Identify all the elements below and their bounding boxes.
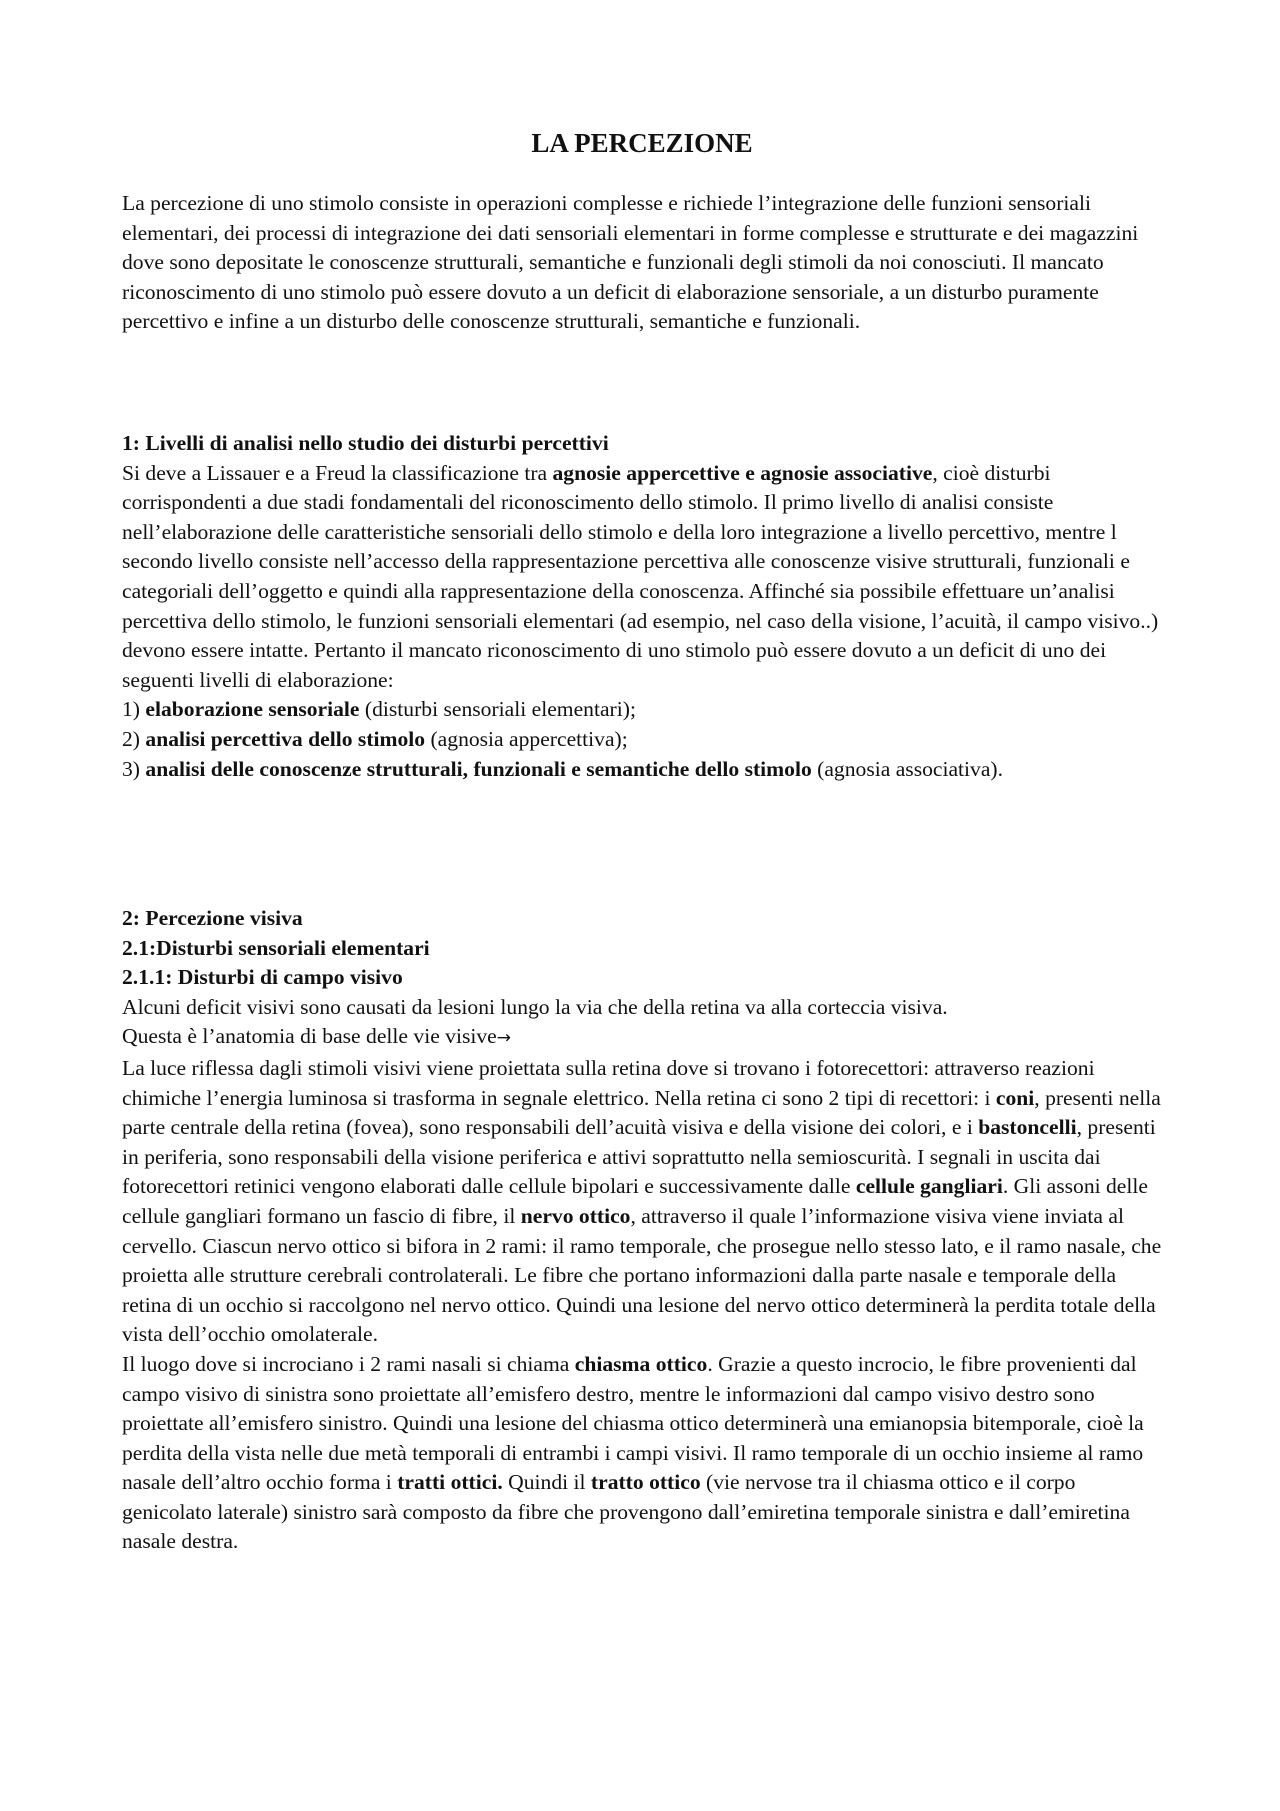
paragraph: Il luogo dove si incrociano i 2 rami nasali si chiama chiasma ottico. Grazie a questo incrocio, le fibre provenienti dal campo visivo di sinistra sono proiettate all’emisfero destro, mentre le informazioni dal campo visivo destro sono proiettate all’emisfero sinistro. Quindi una lesione del chiasma ottico determinerà una emianopsia bitemporale, cioè la perdita della vista nelle due metà temporali di entrambi i campi visivi. Il ramo temporale di un occhio insieme al ramo nasale dell’altro occhio forma i tratti ottici. Quindi il tratto ottico (vie nervose tra il chiasma ottico e il corpo genicolato laterale) sinistro sarà composto da fibre che provengono dall’emiretina temporale sinistra e dall’emiretina nasale destra. bbox=[122, 1351, 1144, 1554]
paragraph: La luce riflessa dagli stimoli visivi viene proiettata sulla retina dove si trovano i fotorecettori: attraverso reazioni chimiche l’energia luminosa si trasforma in segnale elettrico. Nella retina ci sono 2 tipi di recettori: i coni, presenti nella parte centrale della retina (fovea), sono responsabili dell’acuità visiva e della visione dei colori, e i bastoncelli, presenti in periferia, sono responsabili della visione periferica e attivi soprattutto nella semioscurità. I segnali in uscita dai fotorecettori retinici vengono elaborati dalle cellule bipolari e successivamente dalle cellule gangliari. Gli assoni delle cellule gangliari formano un fascio di fibre, il nervo ottico, attraverso il quale l’informazione visiva viene inviata al cervello. Ciascun nervo ottico si bifora in 2 rami: il ramo temporale, che prosegue nello stesso lato, e il ramo nasale, che proietta alle strutture cerebrali controlaterali. Le fibre che portano informazioni dalla parte nasale e temporale della retina di un occhio si raccolgono nel nervo ottico. Quindi una lesione del nervo ottico determinerà la perdita totale della vista dell’occhio omolaterale. bbox=[122, 1055, 1162, 1347]
paragraph: Questa è l’anatomia di base delle vie visive→ bbox=[122, 1024, 512, 1049]
section-1-heading: 1: Livelli di analisi nello studio dei disturbi percettivi bbox=[122, 431, 609, 455]
section-2 bbox=[122, 904, 1162, 1557]
arrow-right-icon: → bbox=[496, 1028, 512, 1049]
list-item: 3) analisi delle conoscenze strutturali, funzionali e semantiche dello stimolo (agnosia associativa). bbox=[122, 756, 1004, 781]
paragraph: Alcuni deficit visivi sono causati da lesioni lungo la via che della retina va alla corteccia visiva. bbox=[122, 994, 948, 1019]
page-title: LA PERCEZIONE bbox=[531, 128, 753, 158]
subsubsection-heading: 2.1.1: Disturbi di campo visivo bbox=[122, 965, 403, 990]
list-item: 2) analisi percettiva dello stimolo (agnosia appercettiva); bbox=[122, 726, 628, 751]
section-2-heading: 2: Percezione visiva bbox=[122, 906, 303, 930]
intro-paragraph: La percezione di uno stimolo consiste in operazioni complesse e richiede l’integrazione delle funzioni sensoriali elementari, dei processi di integrazione dei dati sensoriali elementari in forme complesse e strutturate e dei magazzini dove sono depositate le conoscenze strutturali, semantiche e funzionali degli stimoli da noi conosciuti. Il mancato riconoscimento di uno stimolo può essere dovuto a un deficit di elaborazione sensoriale, a un disturbo puramente percettivo e infine a un disturbo delle conoscenze strutturali, semantiche e funzionali. bbox=[122, 191, 1139, 334]
subsection-heading: 2.1:Disturbi sensoriali elementari bbox=[122, 935, 430, 960]
list-item: 1) elaborazione sensoriale (disturbi sensoriali elementari); bbox=[122, 697, 636, 722]
section-1 bbox=[122, 429, 1162, 784]
section-1-paragraph: Si deve a Lissauer e a Freud la classificazione tra agnosie appercettive e agnosie associative, cioè disturbi corrispondenti a due stadi fondamentali del riconoscimento dello stimolo. Il primo livello di analisi consiste nell’elaborazione delle caratteristiche sensoriali dello stimolo e della loro integrazione a livello percettivo, mentre l secondo livello consiste nell’accesso della rappresentazione percettiva alle conoscenze visive strutturali, funzionali e categoriali dell’oggetto e quindi alla rappresentazione della conoscenza. Affinché sia possibile effettuare un’analisi percettiva dello stimolo, le funzioni sensoriali elementari (ad esempio, nel caso della visione, l’acuità, il campo visivo..) devono essere intatte. Pertanto il mancato riconoscimento di uno stimolo può essere dovuto a un deficit di uno dei seguenti livelli di elaborazione: bbox=[122, 460, 1159, 692]
